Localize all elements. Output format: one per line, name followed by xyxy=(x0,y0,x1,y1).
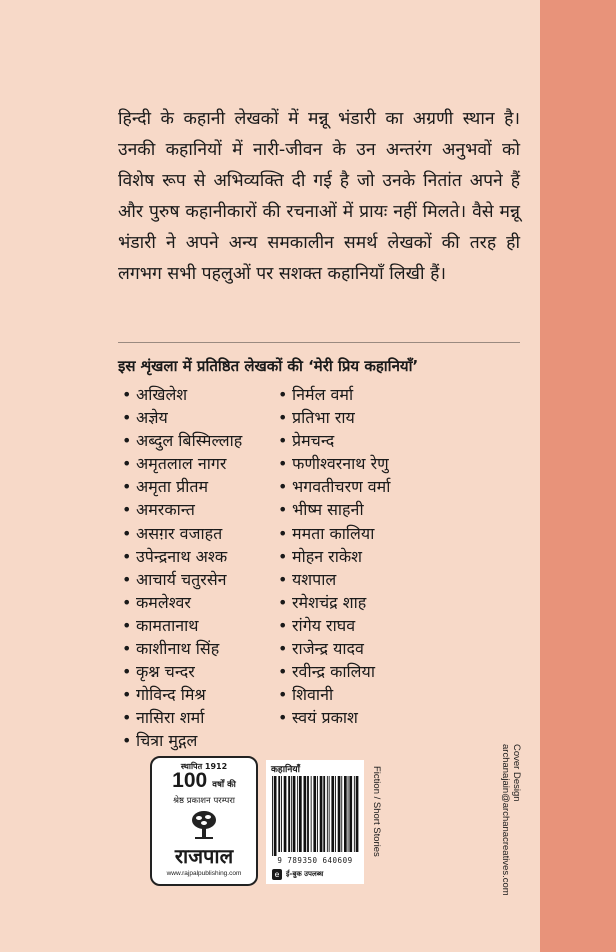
author-list-item xyxy=(122,729,270,752)
author-name: प्रेमचन्द xyxy=(292,431,335,451)
author-name: शिवानी xyxy=(292,685,334,705)
author-name: कामतानाथ xyxy=(136,615,199,635)
barcode-bar xyxy=(272,776,273,856)
barcode-bar xyxy=(278,776,280,852)
bullet-icon: • xyxy=(278,500,288,520)
barcode-panel xyxy=(266,760,364,884)
author-name: उपेन्द्रनाथ अश्क xyxy=(136,546,228,566)
publisher-logo-text: राजपाल xyxy=(174,844,234,868)
author-list-item xyxy=(122,452,270,475)
barcode-bar xyxy=(320,776,323,852)
barcode-bar xyxy=(331,776,334,852)
author-name: अमरकान्त xyxy=(136,500,195,520)
spine-strip xyxy=(540,0,616,952)
barcode-bar xyxy=(313,776,316,852)
barcode-bar xyxy=(291,776,292,852)
author-list-item xyxy=(122,545,270,568)
author-name: कमलेश्वर xyxy=(136,592,191,612)
author-list-item xyxy=(122,706,270,729)
barcode-bar xyxy=(329,776,330,852)
barcode-bar xyxy=(274,776,277,856)
barcode-icon xyxy=(270,776,360,856)
barcode-bar xyxy=(288,776,290,852)
bullet-icon: • xyxy=(278,523,288,543)
bullet-icon: • xyxy=(122,615,132,635)
author-name: रांगेय राघव xyxy=(292,615,356,635)
author-name: काशीनाथ सिंह xyxy=(136,639,220,659)
author-list-item xyxy=(122,429,270,452)
author-list-item xyxy=(122,637,270,660)
author-name: रवीन्द्र कालिया xyxy=(292,662,375,682)
author-name: ममता कालिया xyxy=(292,523,375,543)
author-name: अब्दुल बिस्मिल्लाह xyxy=(136,431,243,451)
barcode-bar xyxy=(299,776,302,852)
author-name: रमेशचंद्र शाह xyxy=(292,592,367,612)
author-name: अज्ञेय xyxy=(136,408,168,428)
author-list-item xyxy=(278,429,428,452)
bullet-icon: • xyxy=(278,408,288,428)
author-list-item xyxy=(278,660,428,683)
category-label: Fiction / Short Stories xyxy=(371,766,382,857)
genre-label: कहानियाँ xyxy=(271,765,300,775)
barcode-bar xyxy=(338,776,341,852)
author-list-item xyxy=(278,614,428,637)
centenary-number: 100 xyxy=(172,769,208,792)
centenary-row xyxy=(152,769,256,793)
bullet-icon: • xyxy=(278,454,288,474)
author-list-item xyxy=(122,383,270,406)
barcode-bar xyxy=(304,776,307,852)
author-list-item xyxy=(122,406,270,429)
barcode-bar xyxy=(284,776,287,852)
barcode-bar xyxy=(348,776,349,852)
author-list-item xyxy=(278,383,428,406)
author-name: कृश्न चन्दर xyxy=(136,662,195,682)
author-list-item xyxy=(278,568,428,591)
author-list-item xyxy=(122,591,270,614)
barcode-bar xyxy=(327,776,328,852)
barcode-bar xyxy=(307,776,309,852)
author-name: यशपाल xyxy=(292,569,337,589)
bullet-icon: • xyxy=(122,477,132,497)
bullet-icon: • xyxy=(278,615,288,635)
author-list-item xyxy=(278,406,428,429)
bullet-icon: • xyxy=(122,639,132,659)
ebook-label: ई-बुक उपलब्ध xyxy=(286,870,324,878)
author-name: स्वयं प्रकाश xyxy=(292,708,358,728)
barcode-bar xyxy=(356,776,359,852)
author-name: चित्रा मुद्गल xyxy=(136,731,198,751)
author-name: असग़र वजाहत xyxy=(136,523,223,543)
author-list-item xyxy=(278,452,428,475)
bullet-icon: • xyxy=(122,685,132,705)
bullet-icon: • xyxy=(278,431,288,451)
barcode-bar xyxy=(323,776,325,852)
author-name: भगवतीचरण वर्मा xyxy=(292,477,391,497)
bullet-icon: • xyxy=(122,708,132,728)
author-name: भीष्म साहनी xyxy=(292,500,364,520)
cover-design-credit: Cover Design xyxy=(511,744,522,802)
author-list-item xyxy=(278,522,428,545)
designer-email: archanajain@archanacreatives.com xyxy=(500,744,511,896)
divider-line xyxy=(118,342,520,343)
bullet-icon: • xyxy=(122,523,132,543)
established-label: स्थापित 1912 xyxy=(180,762,228,771)
bullet-icon: • xyxy=(278,477,288,497)
ebook-icon: e xyxy=(272,869,282,880)
author-list-item xyxy=(278,637,428,660)
author-name: अखिलेश xyxy=(136,385,188,404)
author-name: आचार्य चतुरसेन xyxy=(136,569,227,589)
author-name: मोहन राकेश xyxy=(292,546,363,566)
bullet-icon: • xyxy=(278,569,288,589)
barcode-bar xyxy=(344,776,347,852)
publisher-badge xyxy=(150,756,258,886)
bullet-icon: • xyxy=(278,592,288,612)
author-name: राजेन्द्र यादव xyxy=(292,639,364,659)
bullet-icon: • xyxy=(122,592,132,612)
bullet-icon: • xyxy=(122,408,132,428)
tradition-label: श्रेष्ठ प्रकाशन परम्परा xyxy=(172,796,235,806)
bullet-icon: • xyxy=(122,454,132,474)
series-heading: इस शृंखला में प्रतिष्ठित लेखकों की ‘मेरी प्रिय कहानियाँ’ xyxy=(118,357,419,375)
barcode-bar xyxy=(354,776,355,852)
author-list-item xyxy=(278,475,428,498)
author-list-item xyxy=(122,522,270,545)
author-name: अमृतलाल नागर xyxy=(136,454,227,474)
barcode-bar xyxy=(281,776,282,852)
author-name: निर्मल वर्मा xyxy=(292,385,354,404)
barcode-bar xyxy=(317,776,318,852)
bullet-icon: • xyxy=(122,431,132,451)
centenary-years: वर्षों की xyxy=(212,780,236,790)
author-name: अमृता प्रीतम xyxy=(136,477,209,497)
bullet-icon: • xyxy=(278,639,288,659)
author-list-left xyxy=(122,383,270,753)
author-list-item xyxy=(122,614,270,637)
bullet-icon: • xyxy=(278,708,288,728)
isbn-digits: 9 789350 640609 xyxy=(277,856,353,865)
bullet-icon: • xyxy=(122,385,132,404)
blurb-text: हिन्दी के कहानी लेखकों में मन्नू भंडारी का अग्रणी स्थान है। उनकी कहानियों में नारी-जीवन के उन अन्तरंग अनुभवों को विशेष रूप से अभिव्यक्ति दी गई है जो उनके नितांत अपने हैं और पुरुष कहानीकारों की रचनाओं में प्रायः नहीं मिलते। वैसे मन्नू भंडारी ने अपने अन्य समकालीन समर्थ लेखकों की तरह ही लगभग सभी पहलुओं पर सशक्त कहानियाँ लिखी हैं। xyxy=(118,109,520,284)
bullet-icon: • xyxy=(122,500,132,520)
author-list-item xyxy=(278,498,428,521)
author-list-right xyxy=(278,383,428,729)
barcode-bar xyxy=(335,776,336,852)
barcode-bar xyxy=(293,776,296,852)
bullet-icon: • xyxy=(278,662,288,682)
author-list-item xyxy=(122,475,270,498)
bullet-icon: • xyxy=(278,685,288,705)
barcode-bar xyxy=(297,776,298,852)
publisher-website: www.rajpalpublishing.com xyxy=(166,870,242,877)
bullet-icon: • xyxy=(122,662,132,682)
author-list-item xyxy=(278,683,428,706)
bullet-icon: • xyxy=(278,385,288,404)
author-name: गोविन्द मिश्र xyxy=(136,685,206,705)
author-name: नासिरा शर्मा xyxy=(136,708,205,728)
author-list-item xyxy=(122,660,270,683)
bullet-icon: • xyxy=(278,546,288,566)
author-list-item xyxy=(278,591,428,614)
barcode-bar xyxy=(349,776,352,852)
author-name: प्रतिभा राय xyxy=(292,408,355,428)
bullet-icon: • xyxy=(122,731,132,751)
author-list-item xyxy=(278,545,428,568)
bullet-icon: • xyxy=(122,569,132,589)
author-name: फणीश्वरनाथ रेणु xyxy=(292,454,389,474)
barcode-bar xyxy=(341,776,342,852)
bullet-icon: • xyxy=(122,546,132,566)
author-list-item xyxy=(122,498,270,521)
author-list-item xyxy=(122,683,270,706)
barcode-bar xyxy=(311,776,312,852)
tree-icon xyxy=(190,810,218,840)
author-list-item xyxy=(122,568,270,591)
author-list-item xyxy=(278,706,428,729)
